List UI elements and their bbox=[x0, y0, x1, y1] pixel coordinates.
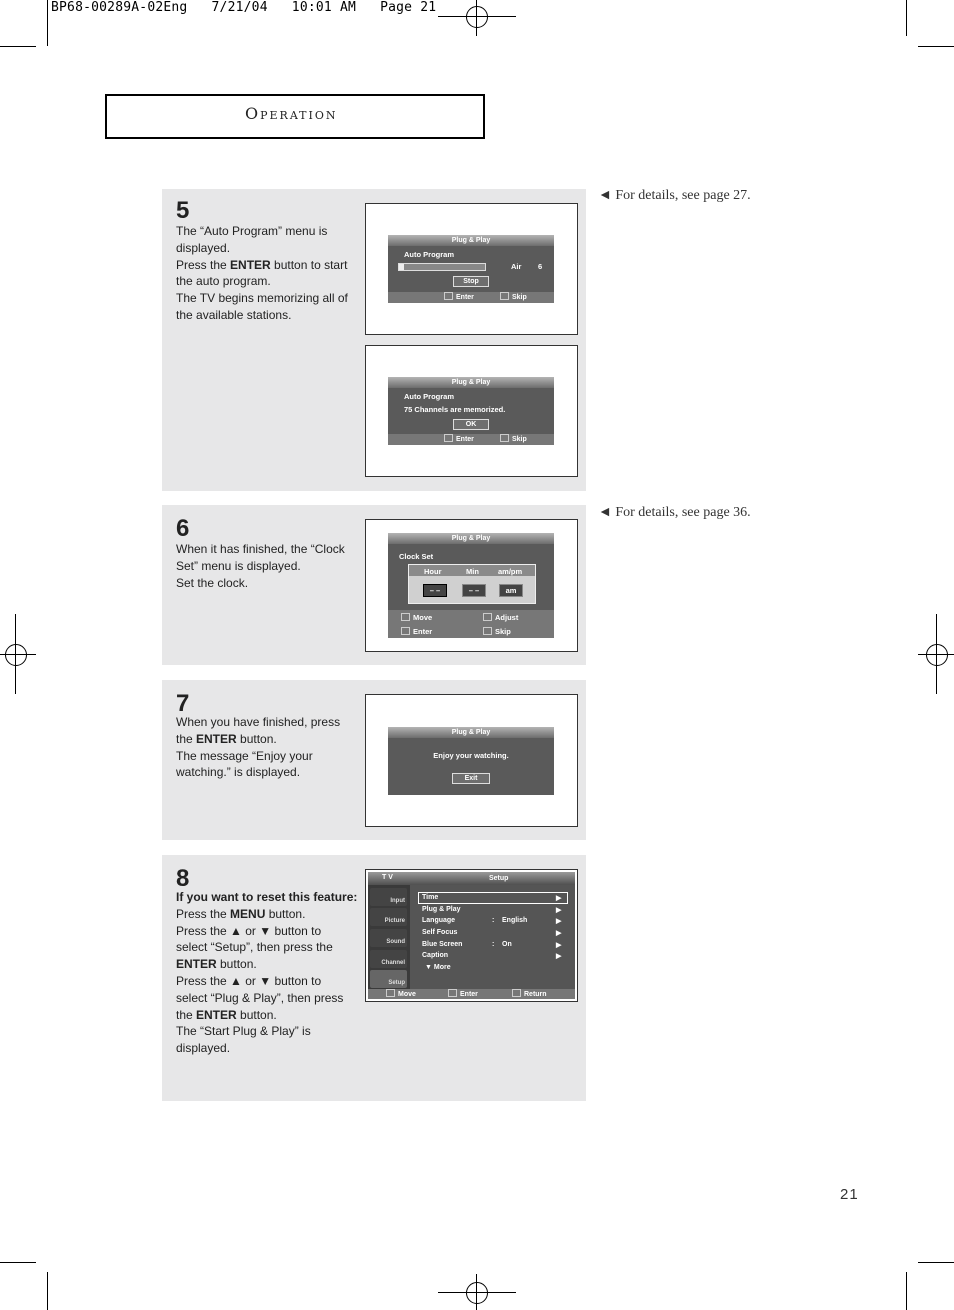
osd-clock-set bbox=[388, 533, 554, 638]
menu-row-language[interactable]: Language bbox=[422, 917, 456, 924]
see-page-note: ◄ For details, see page 36. bbox=[598, 505, 751, 520]
skip-icon bbox=[500, 434, 509, 442]
registration-line bbox=[438, 1292, 516, 1293]
osd-title: Plug & Play bbox=[388, 727, 554, 738]
osd-message: Enjoy your watching. bbox=[433, 751, 509, 760]
page-number: 21 bbox=[840, 1186, 859, 1203]
section-title: Operation bbox=[245, 104, 338, 123]
hour-label: Hour bbox=[424, 567, 442, 576]
arrow-icon: ▶ bbox=[556, 942, 562, 949]
arrow-icon: ▶ bbox=[556, 953, 562, 960]
registration-mark bbox=[466, 6, 488, 28]
registration-line bbox=[476, 0, 477, 36]
section-header bbox=[105, 94, 485, 139]
side-item-input[interactable]: Input bbox=[370, 888, 407, 906]
screen-frame bbox=[365, 203, 578, 335]
arrow-icon: ▶ bbox=[556, 907, 562, 914]
screen-frame bbox=[365, 869, 578, 1002]
screen-frame bbox=[365, 345, 578, 477]
hour-field[interactable]: – – bbox=[423, 584, 447, 597]
osd-title: Plug & Play bbox=[388, 533, 554, 544]
tv-label: T V bbox=[382, 874, 393, 881]
osd-label: Auto Program bbox=[404, 392, 455, 401]
step-number: 5 bbox=[176, 197, 190, 224]
min-label: Min bbox=[466, 567, 479, 576]
menu-row-caption[interactable]: Caption bbox=[422, 952, 449, 959]
print-slug: BP68-00289A-02Eng 7/21/04 10:01 AM Page 21 bbox=[51, 0, 437, 15]
crop-mark bbox=[47, 1272, 48, 1310]
ok-button[interactable]: OK bbox=[453, 419, 489, 430]
osd-memorized bbox=[388, 377, 554, 445]
menu-row-plug-play[interactable]: Plug & Play bbox=[422, 906, 461, 913]
step-text: When it has finished, the “Clock Set” menu is displayed. Set the clock. bbox=[176, 542, 345, 590]
side-item-channel[interactable]: Channel bbox=[370, 950, 407, 968]
colon: : bbox=[492, 941, 495, 948]
menu-row-self-focus[interactable]: Self Focus bbox=[422, 929, 458, 936]
exit-button[interactable]: Exit bbox=[452, 773, 490, 784]
osd-auto-program bbox=[388, 235, 554, 303]
clock-box bbox=[408, 564, 536, 604]
registration-line bbox=[476, 1274, 477, 1310]
step-text: If you want to reset this feature: Press the MENU button. Press the ▲ or ▼ button to select “Setup”, then press the ENTER button. Press the ▲ or ▼ button to select “Plug & Play”, then press the ENTER button. The “Start Plug & Play” is displayed. bbox=[176, 890, 358, 1056]
menu-row-blue-screen[interactable]: Blue Screen bbox=[422, 941, 463, 948]
screen-frame bbox=[365, 519, 578, 652]
enter-icon bbox=[448, 989, 457, 997]
osd-title: Plug & Play bbox=[388, 377, 554, 388]
more-item[interactable]: ▼ More bbox=[425, 964, 451, 971]
registration-line bbox=[438, 16, 516, 17]
progress-bar bbox=[398, 263, 486, 271]
osd-side-menu bbox=[368, 885, 410, 989]
registration-mark bbox=[926, 644, 948, 666]
enter-icon bbox=[444, 434, 453, 442]
menu-row-time[interactable]: Time bbox=[422, 894, 439, 901]
arrow-icon: ▶ bbox=[556, 918, 562, 925]
osd-air: Air bbox=[511, 262, 522, 271]
adjust-icon bbox=[483, 613, 492, 621]
crop-mark bbox=[0, 1262, 36, 1263]
side-item-setup[interactable]: Setup bbox=[370, 970, 407, 988]
crop-mark bbox=[918, 46, 954, 47]
skip-icon bbox=[483, 627, 492, 635]
arrow-icon: ▶ bbox=[556, 930, 562, 937]
step-number: 8 bbox=[176, 865, 190, 892]
step-panel-6 bbox=[162, 505, 586, 665]
crop-mark bbox=[906, 0, 907, 36]
registration-mark bbox=[5, 644, 27, 666]
blue-screen-value: On bbox=[502, 941, 512, 948]
colon: : bbox=[492, 917, 495, 924]
language-value: English bbox=[502, 917, 528, 924]
step-panel-7 bbox=[162, 680, 586, 840]
step-number: 7 bbox=[176, 690, 190, 717]
side-item-sound[interactable]: Sound bbox=[370, 929, 407, 947]
crop-mark bbox=[906, 1272, 907, 1310]
enter-icon bbox=[401, 627, 410, 635]
see-page-note: ◄ For details, see page 27. bbox=[598, 188, 751, 203]
registration-line bbox=[0, 654, 36, 655]
step-panel-8 bbox=[162, 855, 586, 1101]
osd-footer: Move Adjust Enter Skip bbox=[388, 610, 554, 638]
crop-mark bbox=[47, 0, 48, 46]
osd-label: Clock Set bbox=[399, 552, 434, 561]
osd-message: 75 Channels are memorized. bbox=[404, 405, 506, 414]
osd-footer: Enter Skip bbox=[388, 292, 554, 303]
osd-header bbox=[368, 872, 575, 885]
crop-mark bbox=[918, 1262, 954, 1263]
osd-label: Auto Program bbox=[404, 250, 455, 259]
osd-footer: Move Enter Return bbox=[368, 989, 575, 999]
step-number: 6 bbox=[176, 515, 190, 542]
osd-footer: Enter Skip bbox=[388, 434, 554, 445]
return-icon bbox=[512, 989, 521, 997]
move-icon bbox=[401, 613, 410, 621]
registration-line bbox=[15, 614, 16, 694]
skip-icon bbox=[500, 292, 509, 300]
screen-frame bbox=[365, 694, 578, 827]
osd-setup-menu bbox=[368, 872, 575, 999]
registration-mark bbox=[466, 1282, 488, 1304]
min-field[interactable]: – – bbox=[462, 584, 486, 597]
osd-title: Plug & Play bbox=[388, 235, 554, 246]
ampm-field[interactable]: am bbox=[499, 584, 523, 597]
crop-mark bbox=[0, 46, 36, 47]
step-text: The “Auto Program” menu is displayed. Press the ENTER button to start the auto program. The TV begins memorizing all of the available stations. bbox=[176, 224, 348, 322]
osd-enjoy bbox=[388, 727, 554, 795]
arrow-icon: ▶ bbox=[556, 895, 562, 902]
move-icon bbox=[386, 989, 395, 997]
registration-line bbox=[936, 614, 937, 694]
enter-icon bbox=[444, 292, 453, 300]
stop-button[interactable]: Stop bbox=[453, 276, 489, 287]
selection-highlight bbox=[418, 892, 568, 904]
osd-title: Setup bbox=[489, 875, 509, 882]
step-text: When you have finished, press the ENTER button. The message “Enjoy your watching.” is displayed. bbox=[176, 715, 341, 780]
ampm-label: am/pm bbox=[498, 567, 523, 576]
osd-channel: 6 bbox=[538, 262, 543, 271]
step-panel-5 bbox=[162, 189, 586, 491]
side-item-picture[interactable]: Picture bbox=[370, 908, 407, 926]
